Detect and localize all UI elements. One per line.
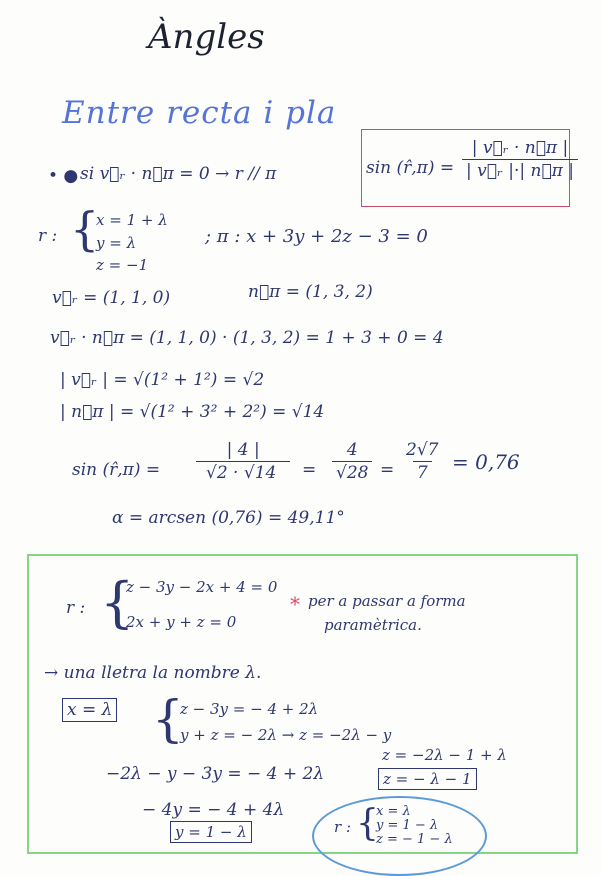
sin-f3-denominator: 7 <box>413 461 432 482</box>
eliminate-step: −2λ − y − 3y = − 4 + 2λ <box>106 764 325 784</box>
plane-equation: ; π : x + 3y + 2z − 3 = 0 <box>205 226 428 247</box>
param-eq2: y = 1 − λ <box>376 818 439 833</box>
sin-f2-numerator: 4 <box>346 440 358 460</box>
sin-lhs: sin (r̂,π) = <box>72 460 161 480</box>
alpha-value: α = arcsen (0,76) = 49,11° <box>112 508 345 528</box>
example-eq2: 2x + y + z = 0 <box>126 613 237 631</box>
normal-vector: n⃗π = (1, 3, 2) <box>248 282 373 302</box>
x-lambda-box <box>62 702 117 719</box>
example-brace: { <box>100 571 135 634</box>
note-line-2: paramètrica. <box>324 616 422 634</box>
formula-lhs: sin (r̂,π) = <box>366 158 455 178</box>
y-final-box <box>170 825 252 840</box>
sin-eq-2: = <box>380 460 395 480</box>
sin-f1-denominator: √2 · √14 <box>196 461 290 482</box>
page-title: Àngles <box>148 17 265 57</box>
sin-result: = 0,76 <box>452 450 520 474</box>
sin-fraction-1 <box>196 442 290 482</box>
y-step: − 4y = − 4 + 4λ <box>142 800 285 820</box>
formula-numerator: | v⃗ᵣ · n⃗π | <box>471 138 569 158</box>
line-r-eq1: x = 1 + λ <box>96 211 168 229</box>
sin-f2-denominator: √28 <box>332 461 372 482</box>
system-brace: { <box>152 690 184 748</box>
formula-fraction <box>462 140 578 180</box>
sin-f1-numerator: | 4 | <box>226 440 260 460</box>
formula-denominator: | v⃗ᵣ |·| n⃗π | <box>462 159 578 180</box>
z-final-box <box>378 772 477 787</box>
sin-f3-numerator: 2√7 <box>406 440 439 460</box>
line-r-label: r : <box>38 226 58 246</box>
dot-product: v⃗ᵣ · n⃗π = (1, 1, 0) · (1, 3, 2) = 1 + 3 + 0 = 4 <box>50 328 444 348</box>
param-brace: { <box>356 803 379 844</box>
param-eq1: x = λ <box>376 804 411 819</box>
sin-fraction-2 <box>332 442 372 482</box>
parallel-condition: si v⃗ᵣ · n⃗π = 0 → r // π <box>80 164 277 184</box>
bullet-dot-icon: • ● <box>48 166 79 186</box>
z-final: z = − λ − 1 <box>378 768 477 790</box>
step-text: → una lletra la nombre λ. <box>44 663 262 683</box>
y-final: y = 1 − λ <box>170 821 252 843</box>
note-line-1: per a passar a forma <box>308 592 466 610</box>
example-eq1: z − 3y − 2x + 4 = 0 <box>126 578 278 596</box>
modulus-vr: | v⃗ᵣ | = √(1² + 1²) = √2 <box>60 370 265 390</box>
sin-fraction-3 <box>402 442 442 482</box>
section-heading: Entre recta i pla <box>62 95 337 131</box>
z-substitution: z = −2λ − 1 + λ <box>382 746 507 764</box>
line-r-brace: { <box>70 202 100 256</box>
system-eq1: z − 3y = − 4 + 2λ <box>180 700 319 718</box>
system-eq2: y + z = − 2λ → z = −2λ − y <box>180 726 392 744</box>
line-r-eq3: z = −1 <box>96 256 149 274</box>
param-r-label: r : <box>334 818 351 836</box>
param-eq3: z = − 1 − λ <box>376 832 453 847</box>
sin-eq-1: = <box>302 460 317 480</box>
note-star: * <box>290 592 300 616</box>
direction-vector: v⃗ᵣ = (1, 1, 0) <box>52 288 171 308</box>
x-lambda: x = λ <box>62 698 117 722</box>
example-r-label: r : <box>66 598 86 618</box>
line-r-eq2: y = λ <box>96 234 137 252</box>
modulus-npi: | n⃗π | = √(1² + 3² + 2²) = √14 <box>60 402 325 422</box>
